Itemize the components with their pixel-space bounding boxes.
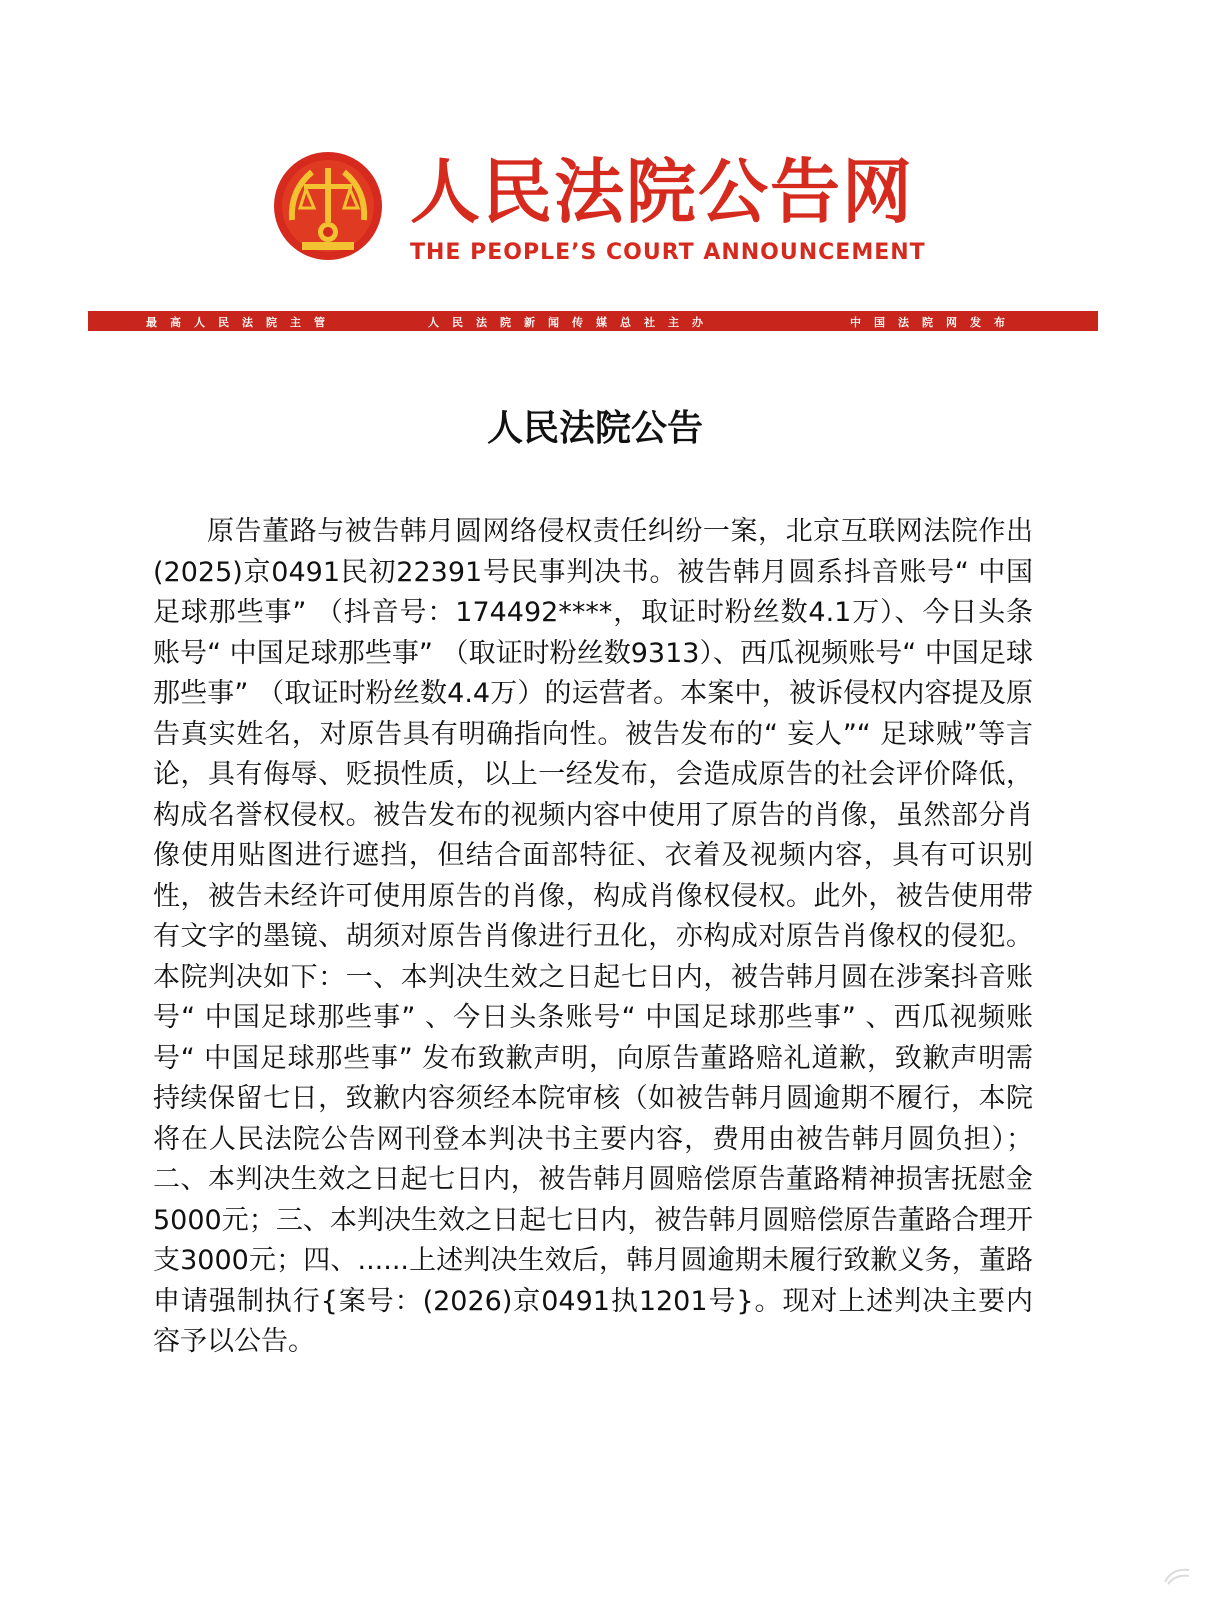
page-title: 人民法院公告 bbox=[486, 408, 703, 449]
bar-sponsor-text: 人民法院新闻传媒总社主办 bbox=[428, 316, 716, 329]
site-name-cn: 人民法院公告网 bbox=[410, 151, 914, 233]
site-name-en: THE PEOPLE’S COURT ANNOUNCEMENT bbox=[410, 240, 926, 265]
court-emblem-icon bbox=[272, 150, 384, 262]
page-header bbox=[0, 0, 1217, 360]
header-red-bar bbox=[88, 311, 1098, 331]
bar-supervisor-text: 最高人民法院主管 bbox=[146, 316, 338, 329]
announcement-body: 原告董路与被告韩月圆网络侵权责任纠纷一案，北京互联网法院作出(2025)京0491民初22391号民事判决书。被告韩月圆系抖音账号“ 中国足球那些事” （抖音号：174492****，取证时粉丝数4.1万）、今日头条账号“ 中国足球那些事” （取证时粉丝数9313）、西瓜视频账号“ 中国足球那些事” （取证时粉丝数4.4万）的运营者。本案中，被诉侵权内容提及原告真实姓名，对原告具有明确指向性。被告发布的“ 妄人”“ 足球贼”等言论，具有侮辱、贬损性质，以上一经发布，会造成原告的社会评价降低，构成名誉权侵权。被告发布的视频内容中使用了原告的肖像，虽然部分肖像使用贴图进行遮挡，但结合面部特征、衣着及视频内容，具有可识别性，被告未经许可使用原告的肖像，构成肖像权侵权。此外，被告使用带有文字的墨镜、胡须对原告肖像进行丑化，亦构成对原告肖像权的侵犯。本院判决如下：一、本判决生效之日起七日内，被告韩月圆在涉案抖音账号“ 中国足球那些事” 、今日头条账号“ 中国足球那些事” 、西瓜视频账号“ 中国足球那些事” 发布致歉声明，向原告董路赔礼道歉，致歉声明需持续保留七日，致歉内容须经本院审核（如被告韩月圆逾期不履行，本院将在人民法院公告网刊登本判决书主要内容，费用由被告韩月圆负担）；二、本判决生效之日起七日内，被告韩月圆赔偿原告董路精神损害抚慰金5000元；三、本判决生效之日起七日内，被告韩月圆赔偿原告董路合理开支3000元；四、......上述判决生效后，韩月圆逾期未履行致歉义务，董路申请强制执行{案号：(2026)京0491执1201号}。现对上述判决主要内容予以公告。 bbox=[153, 516, 1033, 1357]
watermark-icon bbox=[1162, 1564, 1192, 1586]
bar-publisher-text: 中国法院网发布 bbox=[850, 316, 1018, 329]
